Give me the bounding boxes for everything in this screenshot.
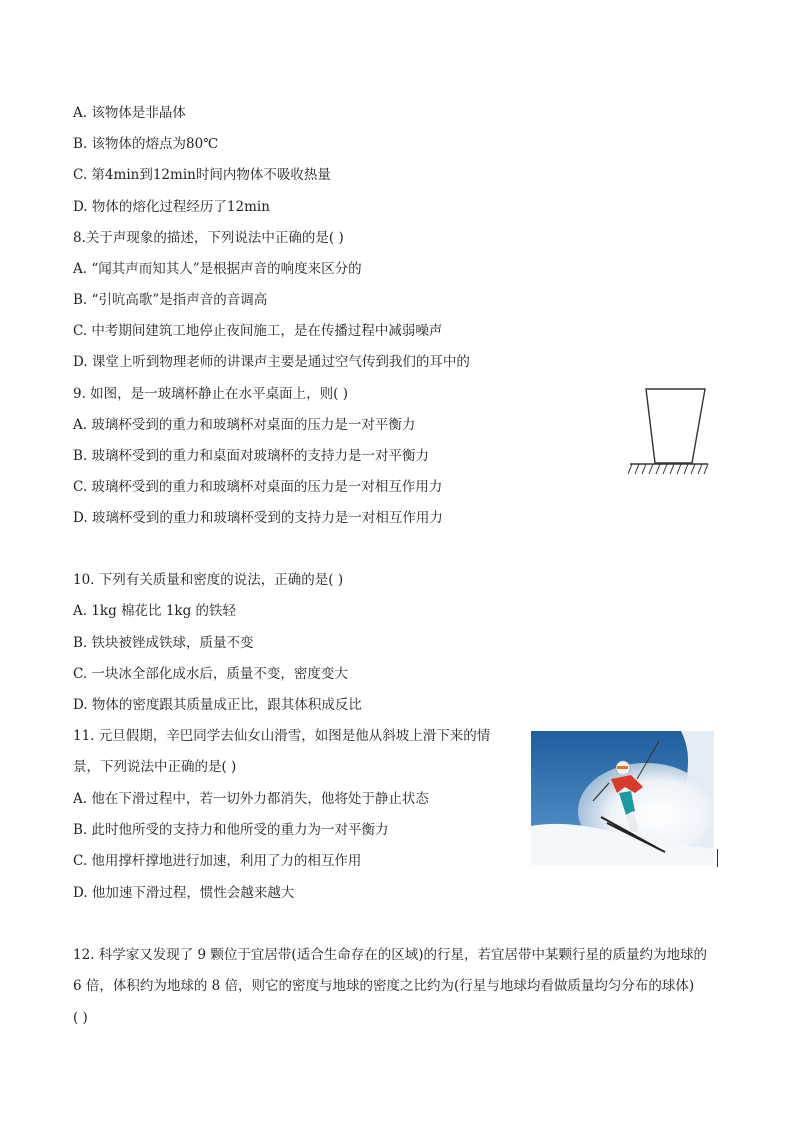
q11-stem-line-2: 景，下列说法中正确的是( ) (73, 759, 237, 775)
text-cursor (717, 849, 718, 867)
q11-option-a: A. 他在下滑过程中，若一切外力都消失，他将处于静止状态 (73, 791, 429, 807)
q8-option-a: A. “闻其声而知其人”是根据声音的响度来区分的 (73, 261, 362, 277)
q8-option-b: B. “引吭高歌”是指声音的音调高 (73, 292, 268, 308)
q10-option-d: D. 物体的密度跟其质量成正比，跟其体积成反比 (73, 697, 362, 713)
q11-option-c: C. 他用撑杆撑地进行加速，利用了力的相互作用 (73, 853, 362, 869)
q7-option-b: B. 该物体的熔点为80℃ (73, 136, 219, 152)
q11-option-b: B. 此时他所受的支持力和他所受的重力为一对平衡力 (73, 822, 389, 838)
q10-option-c: C. 一块冰全部化成水后，质量不变，密度变大 (73, 666, 348, 682)
q12-line-1: 12. 科学家又发现了 9 颗位于宜居带(适合生命存在的区域)的行星，若宜居带中某颗行星的质量约为地球的 (73, 947, 707, 963)
q8-stem: 8.关于声现象的描述，下列说法中正确的是( ) (73, 230, 344, 246)
q12-line-3: ( ) (73, 1010, 88, 1026)
q10-option-b: B. 铁块被锉成铁球，质量不变 (73, 635, 254, 651)
q9-option-a: A. 玻璃杯受到的重力和玻璃杯对桌面的压力是一对平衡力 (73, 417, 416, 433)
q9-option-c: C. 玻璃杯受到的重力和玻璃杯对桌面的压力是一对相互作用力 (73, 479, 443, 495)
q9-option-d: D. 玻璃杯受到的重力和玻璃杯受到的支持力是一对相互作用力 (73, 510, 443, 526)
q8-option-d: D. 课堂上听到物理老师的讲课声主要是通过空气传到我们的耳中的 (73, 354, 470, 370)
q9-stem: 9. 如图，是一玻璃杯静止在水平桌面上，则( ) (73, 386, 348, 402)
glass-cup-figure (628, 386, 710, 478)
q9-option-b: B. 玻璃杯受到的重力和桌面对玻璃杯的支持力是一对平衡力 (73, 448, 430, 464)
q7-option-a: A. 该物体是非晶体 (73, 105, 186, 121)
q11-option-d: D. 他加速下滑过程，惯性会越来越大 (73, 885, 295, 901)
q8-option-c: C. 中考期间建筑工地停止夜间施工，是在传播过程中减弱噪声 (73, 323, 443, 339)
q11-stem-line-1: 11. 元旦假期，辛巴同学去仙女山滑雪，如图是他从斜坡上滑下来的情 (73, 728, 491, 744)
skier-photo (531, 731, 714, 865)
q12-line-2: 6 倍，体积约为地球的 8 倍，则它的密度与地球的密度之比约为(行星与地球均看做质量均匀分布的球体) (73, 978, 695, 994)
q10-stem: 10. 下列有关质量和密度的说法，正确的是( ) (73, 572, 344, 588)
q10-option-a: A. 1kg 棉花比 1kg 的铁轻 (73, 603, 237, 619)
q7-option-c: C. 第4min到12min时间内物体不吸收热量 (73, 167, 331, 183)
q7-option-d: D. 物体的熔化过程经历了12min (73, 199, 270, 215)
